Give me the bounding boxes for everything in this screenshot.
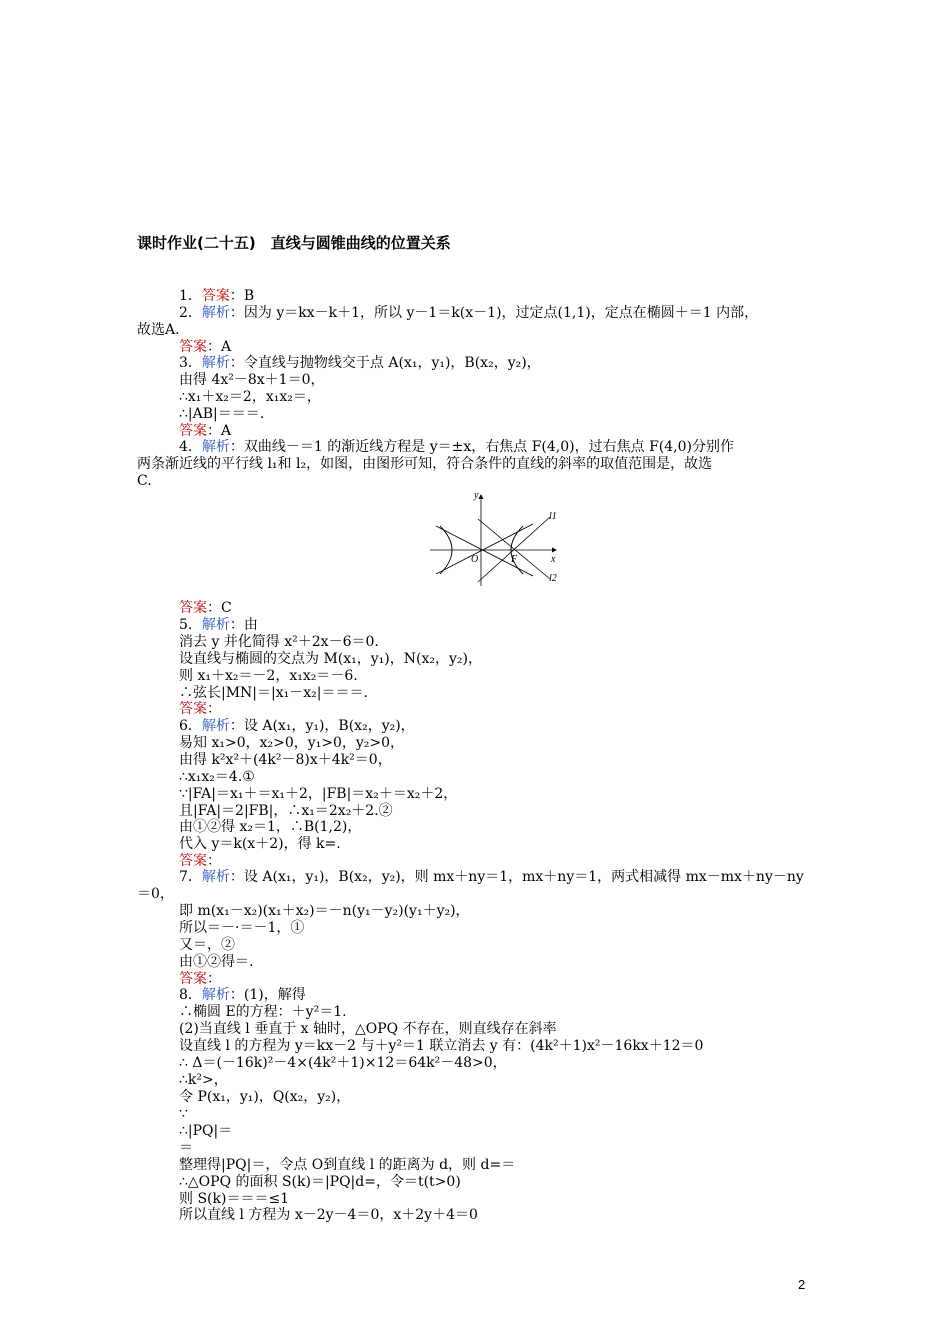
hyperbola-figure bbox=[428, 487, 568, 587]
analysis-label: 解析 bbox=[201, 305, 230, 321]
analysis-label: 解析 bbox=[201, 617, 230, 633]
page-number: 2 bbox=[798, 1277, 806, 1292]
y-axis-label: y bbox=[474, 490, 479, 501]
text-line bbox=[179, 819, 361, 836]
l1-label: l1 bbox=[549, 511, 557, 522]
text-line bbox=[137, 456, 712, 473]
line-text: ：C bbox=[207, 600, 232, 616]
line-text: ：令直线与抛物线交于点 A(x₁，y₁)，B(x₂，y₂)， bbox=[229, 355, 541, 371]
line-text: ∵|FA|＝x₁＋＝x₁＋2，|FB|＝x₂＋＝x₂＋2， bbox=[179, 786, 458, 802]
line-text: ＝0， bbox=[137, 886, 174, 902]
text-line bbox=[179, 853, 221, 870]
text-line bbox=[179, 836, 341, 853]
line-text: ∴|PQ|＝ bbox=[179, 1123, 233, 1139]
line-text: 8． bbox=[179, 987, 202, 1003]
line-text: 令 P(x₁，y₁)，Q(x₂，y₂)， bbox=[179, 1089, 351, 1105]
text-line bbox=[179, 305, 758, 322]
text-line bbox=[179, 1089, 350, 1106]
line-text: 由得 k²x²＋(4k²－8)x＋4k²＝0， bbox=[179, 752, 392, 768]
line-text: 易知 x₁>0，x₂>0，y₁>0，y₂>0， bbox=[179, 735, 405, 751]
text-line bbox=[179, 423, 231, 440]
text-line bbox=[179, 1207, 478, 1224]
line-text: ：由 bbox=[229, 617, 258, 633]
line-text: 1． bbox=[179, 288, 202, 304]
line-text: 由①②得＝. bbox=[179, 954, 254, 970]
line-text: 两条渐近线的平行线 l₁和 l₂，如图，由图形可知，符合条件的直线的斜率的取值范围是，故选 bbox=[137, 456, 713, 472]
y-axis-arrow bbox=[479, 494, 484, 499]
line-text: ＝ bbox=[179, 1140, 193, 1156]
line-text: ：设 A(x₁，y₁)，B(x₂，y₂)， bbox=[229, 718, 415, 734]
text-line bbox=[179, 718, 415, 735]
text-line bbox=[179, 668, 358, 685]
text-line bbox=[137, 886, 174, 903]
text-line bbox=[179, 1157, 515, 1174]
text-line bbox=[179, 1174, 461, 1191]
text-line bbox=[179, 869, 804, 886]
line-text: ：A bbox=[207, 423, 232, 439]
text-line bbox=[179, 355, 541, 372]
line-text: ∴椭圆 E的方程：＋y²＝1. bbox=[179, 1004, 347, 1020]
line-text: 2． bbox=[179, 305, 202, 321]
text-line bbox=[179, 937, 235, 954]
answer-label: 答案 bbox=[179, 701, 207, 717]
text-line bbox=[179, 1021, 557, 1038]
line-text: 5． bbox=[179, 617, 202, 633]
answer-label: 答案 bbox=[179, 339, 207, 355]
line-text: 所以＝－·＝－1，① bbox=[179, 920, 305, 936]
line-text: ∴x₁x₂＝4.① bbox=[179, 769, 255, 785]
line-text: ：双曲线－＝1 的渐近线方程是 y＝±x，右焦点 F(4,0)，过右焦点 F(4,0)分别作 bbox=[229, 439, 734, 455]
line-text: ：(1)，解得 bbox=[229, 987, 306, 1003]
l2-label: l2 bbox=[549, 573, 557, 584]
text-line bbox=[179, 288, 254, 305]
line-text: ∴ Δ＝(－16k)²－4×(4k²＋1)×12＝64k²－48>0， bbox=[179, 1055, 507, 1071]
text-line bbox=[179, 769, 255, 786]
answer-label: 答案 bbox=[201, 288, 230, 304]
line-text: ： bbox=[207, 701, 221, 717]
text-line bbox=[179, 685, 368, 702]
line-text: ∴k²>， bbox=[179, 1072, 228, 1088]
line-text: 故选A. bbox=[137, 322, 180, 338]
text-line bbox=[179, 439, 734, 456]
text-line bbox=[179, 1106, 188, 1123]
answer-label: 答案 bbox=[179, 423, 207, 439]
text-line bbox=[179, 701, 221, 718]
origin-label: O bbox=[471, 554, 479, 565]
line-text: ∵ bbox=[179, 1106, 188, 1122]
text-line bbox=[179, 389, 321, 406]
analysis-label: 解析 bbox=[201, 718, 230, 734]
line-text: ∴△OPQ 的面积 S(k)＝|PQ|d=，令＝t(t>0) bbox=[179, 1174, 461, 1190]
line-text: 则 x₁＋x₂＝－2，x₁x₂＝－6. bbox=[179, 668, 358, 684]
text-line bbox=[179, 920, 304, 937]
text-line bbox=[179, 634, 379, 651]
text-line bbox=[179, 651, 482, 668]
line-text: ∴弦长|MN|＝|x₁－x₂|＝＝＝. bbox=[179, 685, 368, 701]
line-text: 3． bbox=[179, 355, 202, 371]
focus-label: F bbox=[511, 554, 518, 565]
analysis-label: 解析 bbox=[201, 869, 230, 885]
line-text: 则 S(k)＝＝＝≤1 bbox=[179, 1191, 290, 1207]
text-line bbox=[179, 1004, 347, 1021]
x-axis-label: x bbox=[551, 554, 556, 565]
line-text: C. bbox=[137, 473, 152, 489]
text-line bbox=[179, 1072, 228, 1089]
text-line bbox=[179, 903, 470, 920]
page-title: 课时作业(二十五) 直线与圆锥曲线的位置关系 bbox=[137, 234, 451, 252]
text-line bbox=[179, 954, 253, 971]
x-axis-arrow bbox=[552, 548, 557, 553]
line-text: ： bbox=[207, 971, 221, 987]
line-text: ∴|AB|＝＝＝. bbox=[179, 406, 265, 422]
text-line bbox=[137, 322, 180, 339]
line-text: 代入 y＝k(x＋2)，得 k=. bbox=[179, 836, 341, 852]
text-line bbox=[179, 987, 306, 1004]
line-text: 6． bbox=[179, 718, 202, 734]
line-l2 bbox=[478, 519, 550, 579]
analysis-label: 解析 bbox=[201, 439, 230, 455]
line-text: 且|FA|＝2|FB|，∴x₁＝2x₂＋2.② bbox=[179, 803, 393, 819]
line-text: ：设 A(x₁，y₁)，B(x₂，y₂)，则 mx＋ny＝1，mx＋ny＝1，两式相减得 mx－mx＋ny－ny bbox=[229, 869, 804, 885]
text-line bbox=[179, 1123, 232, 1140]
line-text: 4． bbox=[179, 439, 202, 455]
answer-label: 答案 bbox=[179, 971, 207, 987]
text-line bbox=[179, 786, 457, 803]
text-line bbox=[179, 372, 324, 389]
text-line bbox=[179, 735, 404, 752]
line-text: ：B bbox=[229, 288, 255, 304]
line-text: ∴x₁＋x₂＝2，x₁x₂＝， bbox=[179, 389, 321, 405]
line-text: ： bbox=[207, 853, 221, 869]
line-text: 又＝，② bbox=[179, 937, 235, 953]
analysis-label: 解析 bbox=[201, 987, 230, 1003]
text-line bbox=[179, 803, 393, 820]
answer-label: 答案 bbox=[179, 600, 207, 616]
text-line bbox=[179, 1038, 703, 1055]
line-text: 7． bbox=[179, 869, 202, 885]
text-line bbox=[179, 1055, 507, 1072]
text-line bbox=[179, 971, 221, 988]
line-text: ：因为 y＝kx－k＋1，所以 y－1＝k(x－1)，过定点(1,1)，定点在椭圆＋＝1 内部， bbox=[229, 305, 759, 321]
text-line bbox=[179, 617, 258, 634]
line-text: 由得 4x²－8x＋1＝0， bbox=[179, 372, 325, 388]
analysis-label: 解析 bbox=[201, 355, 230, 371]
line-text: 设直线 l 的方程为 y＝kx－2 与＋y²＝1 联立消去 y 有：(4k²＋1)x²－16kx＋12＝0 bbox=[179, 1038, 704, 1054]
text-line bbox=[179, 339, 231, 356]
answer-label: 答案 bbox=[179, 853, 207, 869]
line-text: (2)当直线 l 垂直于 x 轴时，△OPQ 不存在，则直线存在斜率 bbox=[179, 1021, 557, 1037]
line-text: 由①②得 x₂＝1，∴B(1,2)， bbox=[179, 819, 362, 835]
line-text: 消去 y 并化简得 x²＋2x－6＝0. bbox=[179, 634, 379, 650]
line-text: ：A bbox=[207, 339, 232, 355]
text-line bbox=[179, 1191, 289, 1208]
text-line bbox=[179, 1140, 193, 1157]
text-line bbox=[137, 473, 152, 490]
line-text: 所以直线 l 方程为 x－2y－4＝0，x＋2y＋4＝0 bbox=[179, 1207, 478, 1223]
text-line bbox=[179, 406, 264, 423]
line-text: 整理得|PQ|＝，令点 O到直线 l 的距离为 d，则 d=＝ bbox=[179, 1157, 516, 1173]
line-text: 设直线与椭圆的交点为 M(x₁，y₁)，N(x₂，y₂)， bbox=[179, 651, 482, 667]
line-text: 即 m(x₁－x₂)(x₁＋x₂)＝－n(y₁－y₂)(y₁＋y₂)， bbox=[179, 903, 470, 919]
text-line bbox=[179, 600, 232, 617]
text-line bbox=[179, 752, 392, 769]
